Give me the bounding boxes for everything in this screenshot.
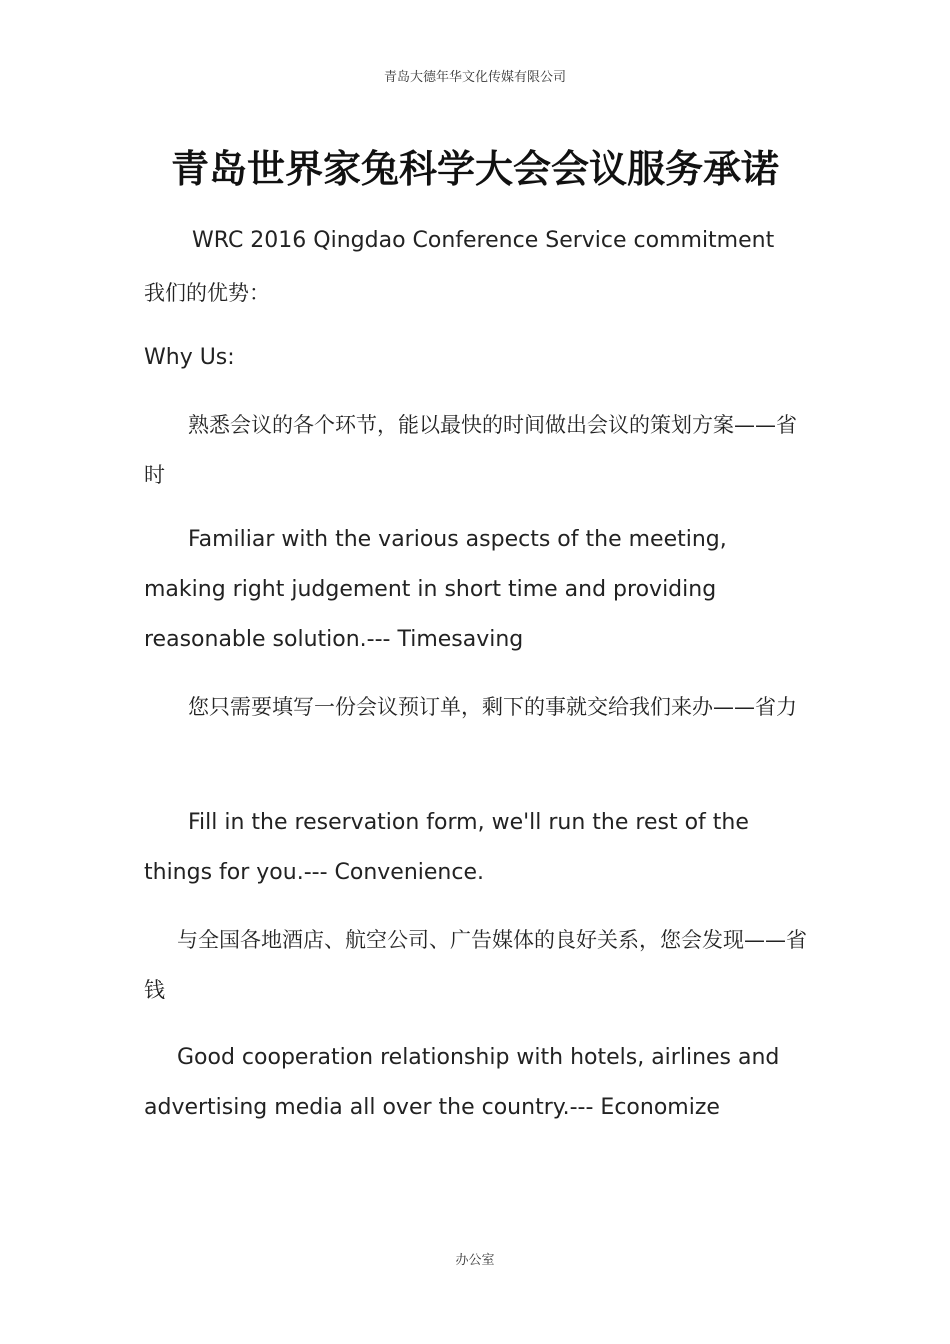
document-title: 青岛世界家兔科学大会会议服务承诺 [170, 147, 779, 191]
section-heading-cn: 我们的优势： [144, 281, 270, 305]
document-subtitle: WRC 2016 Qingdao Conference Service commitment [192, 228, 775, 253]
paragraph-1-cn: 熟悉会议的各个环节，能以最快的时间做出会议的策划方案——省时 [144, 413, 797, 487]
paragraph-2-cn: 您只需要填写一份会议预订单，剩下的事就交给我们来办——省力 [188, 695, 797, 719]
paragraph-2-en: Fill in the reservation form, we'll run the rest of the things for you.--- Convenience. [144, 810, 749, 885]
page-header-company: 青岛大德年华文化传媒有限公司 [383, 70, 566, 85]
page-footer-department: 办公室 [455, 1253, 495, 1268]
paragraph-3-cn: 与全国各地酒店、航空公司、广告媒体的良好关系，您会发现——省钱 [144, 928, 807, 1002]
paragraph-1-en: Familiar with the various aspects of the meeting, making right judgement in short time and providing reasonable solution.--- Timesaving [144, 527, 727, 652]
section-heading-en: Why Us: [144, 345, 235, 370]
paragraph-3-en: Good cooperation relationship with hotels, airlines and advertising media all over the country.--- Economize [144, 1045, 780, 1120]
